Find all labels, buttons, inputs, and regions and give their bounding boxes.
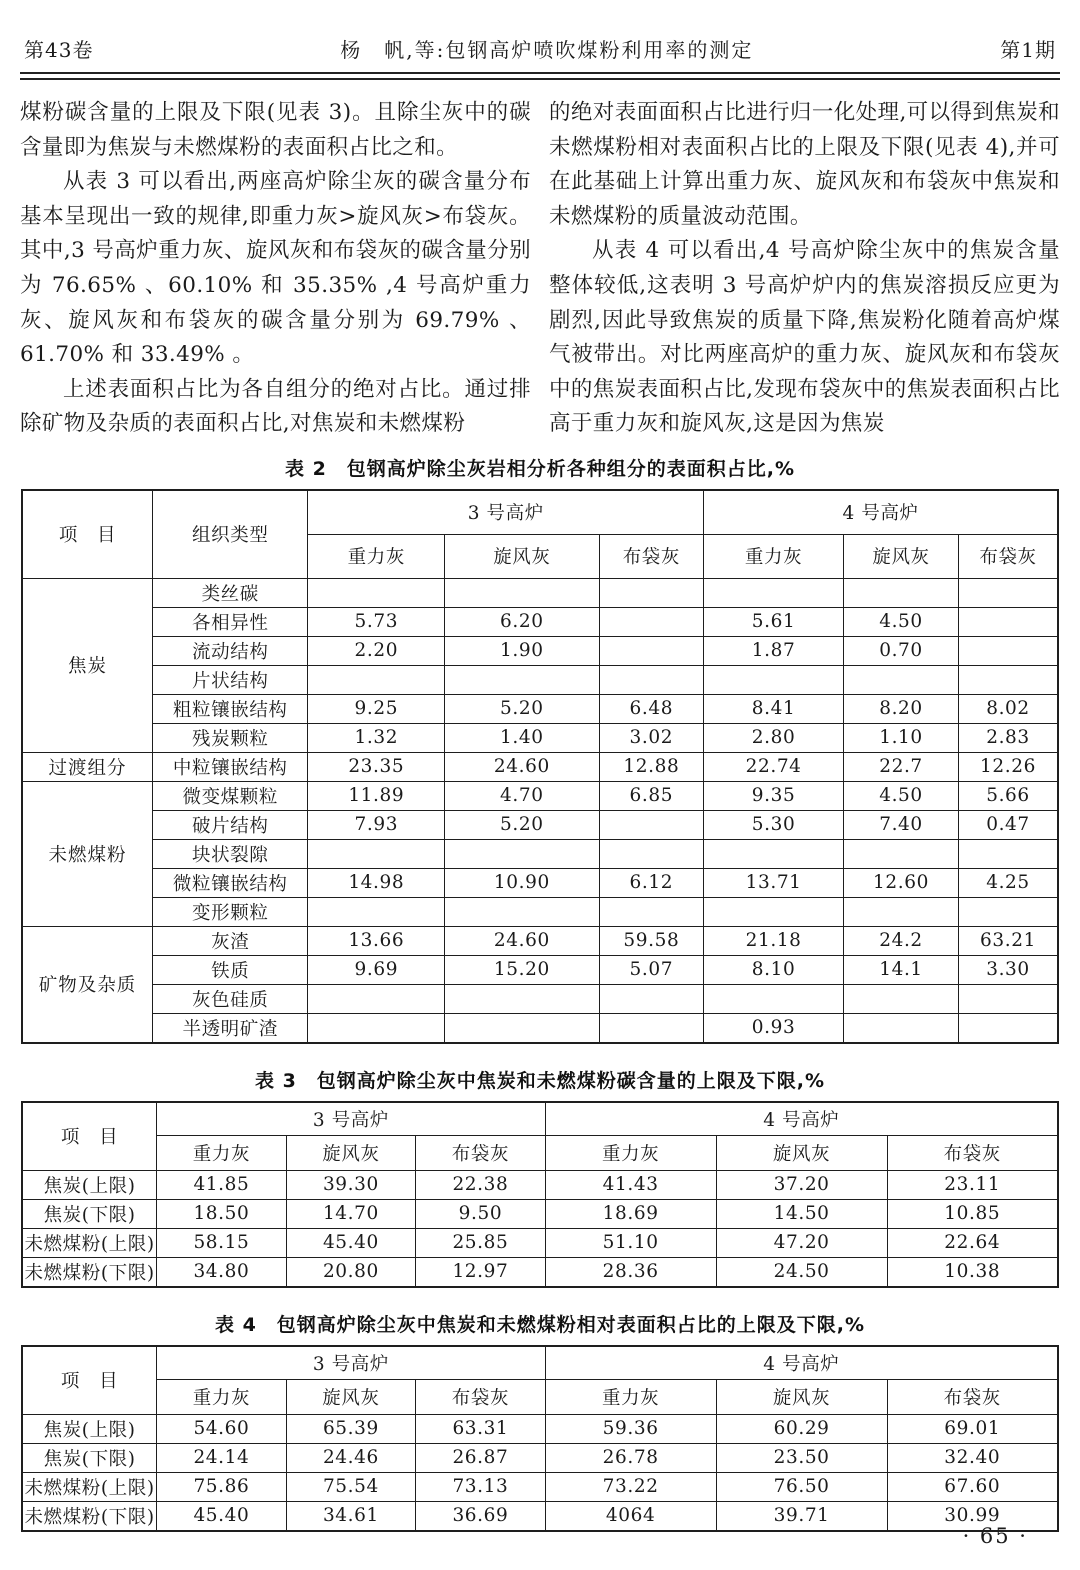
table-cell: 34.80 <box>157 1257 287 1287</box>
table-cell <box>445 839 599 868</box>
ash-type-header: 布袋灰 <box>887 1135 1058 1170</box>
table-cell: 23.11 <box>887 1170 1058 1199</box>
paragraph: 上述表面积占比为各自组分的绝对占比。通过排除矿物及杂质的表面积占比,对焦炭和未燃煤粉 <box>20 376 531 437</box>
row-label: 微粒镶嵌结构 <box>153 868 308 897</box>
table-cell: 5.66 <box>959 781 1059 810</box>
table-cell: 67.60 <box>887 1472 1058 1501</box>
table-4 <box>21 1345 1059 1532</box>
table-cell: 4.50 <box>844 607 959 636</box>
table-cell: 12.88 <box>599 752 704 781</box>
table-cell <box>959 607 1059 636</box>
issue-label: 第1期 <box>1000 38 1056 62</box>
table2 <box>20 489 1060 1044</box>
table-cell: 4.70 <box>445 781 599 810</box>
table-cell: 24.60 <box>445 752 599 781</box>
table-cell: 5.30 <box>704 810 844 839</box>
ash-type-header: 重力灰 <box>545 1379 716 1414</box>
table-cell: 39.71 <box>716 1501 887 1531</box>
row-group-label: 焦炭 <box>22 578 153 752</box>
table-cell: 22.7 <box>844 752 959 781</box>
table-cell <box>599 839 704 868</box>
table-cell: 1.10 <box>844 723 959 752</box>
table-cell <box>308 1013 445 1043</box>
table-cell <box>959 897 1059 926</box>
table-cell: 5.20 <box>445 810 599 839</box>
table-cell: 25.85 <box>416 1228 546 1257</box>
table-cell: 13.66 <box>308 926 445 955</box>
table-cell: 6.12 <box>599 868 704 897</box>
table-cell: 4.50 <box>844 781 959 810</box>
table-cell: 8.10 <box>704 955 844 984</box>
table-cell: 30.99 <box>887 1501 1058 1531</box>
table-cell <box>599 607 704 636</box>
table-cell <box>704 984 844 1013</box>
row-label: 块状裂隙 <box>153 839 308 868</box>
table-cell: 59.58 <box>599 926 704 955</box>
table-cell: 1.90 <box>445 636 599 665</box>
ash-type-header: 旋风灰 <box>286 1135 416 1170</box>
table-cell: 12.26 <box>959 752 1059 781</box>
table-cell <box>704 665 844 694</box>
table-cell <box>445 665 599 694</box>
row-label: 焦炭(上限) <box>22 1414 157 1443</box>
table-cell: 0.70 <box>844 636 959 665</box>
table-cell <box>599 984 704 1013</box>
table-cell <box>599 665 704 694</box>
table-cell: 2.80 <box>704 723 844 752</box>
table-cell: 9.35 <box>704 781 844 810</box>
table-cell: 20.80 <box>286 1257 416 1287</box>
table-cell: 11.89 <box>308 781 445 810</box>
table-cell: 8.02 <box>959 694 1059 723</box>
table-cell: 9.50 <box>416 1199 546 1228</box>
table-cell: 0.93 <box>704 1013 844 1043</box>
row-label: 类丝碳 <box>153 578 308 607</box>
table-cell <box>959 578 1059 607</box>
table-cell: 26.87 <box>416 1443 546 1472</box>
table-cell: 8.20 <box>844 694 959 723</box>
page-number: · 65 · <box>962 1524 1028 1548</box>
column-header: 组织类型 <box>153 490 308 579</box>
table-cell: 41.85 <box>157 1170 287 1199</box>
table-cell <box>445 1013 599 1043</box>
row-label: 半透明矿渣 <box>153 1013 308 1043</box>
ash-type-header: 重力灰 <box>545 1135 716 1170</box>
ash-type-header: 重力灰 <box>308 534 445 578</box>
ash-type-header: 重力灰 <box>157 1379 287 1414</box>
table-cell: 10.90 <box>445 868 599 897</box>
table-cell <box>599 636 704 665</box>
table3-section <box>20 1066 1060 1288</box>
table-cell: 1.40 <box>445 723 599 752</box>
table-cell: 63.31 <box>416 1414 546 1443</box>
furnace-group-header: 3 号高炉 <box>157 1346 546 1380</box>
row-label: 焦炭(上限) <box>22 1170 157 1199</box>
table-cell: 2.20 <box>308 636 445 665</box>
row-label: 流动结构 <box>153 636 308 665</box>
table-cell <box>445 897 599 926</box>
ash-type-header: 旋风灰 <box>286 1379 416 1414</box>
ash-type-header: 旋风灰 <box>844 534 959 578</box>
table-cell: 15.20 <box>445 955 599 984</box>
ash-type-header: 重力灰 <box>704 534 844 578</box>
table-cell: 59.36 <box>545 1414 716 1443</box>
table-cell: 1.87 <box>704 636 844 665</box>
table4-title: 表 4 包钢高炉除尘灰中焦炭和未燃煤粉相对表面积占比的上限及下限,% <box>214 1313 866 1336</box>
row-label: 焦炭(下限) <box>22 1199 157 1228</box>
ash-type-header: 布袋灰 <box>887 1379 1058 1414</box>
table-cell: 22.38 <box>416 1170 546 1199</box>
running-header <box>20 34 1060 72</box>
table-cell: 0.47 <box>959 810 1059 839</box>
furnace-group-header: 3 号高炉 <box>308 490 704 535</box>
row-label: 未燃煤粉(上限) <box>22 1228 157 1257</box>
left-column <box>20 96 531 442</box>
table-cell: 24.2 <box>844 926 959 955</box>
table-cell <box>844 839 959 868</box>
table-cell: 5.61 <box>704 607 844 636</box>
row-label: 铁质 <box>153 955 308 984</box>
table-cell: 14.1 <box>844 955 959 984</box>
ash-type-header: 重力灰 <box>157 1135 287 1170</box>
table-cell: 4.25 <box>959 868 1059 897</box>
table-cell <box>959 984 1059 1013</box>
table-cell: 12.97 <box>416 1257 546 1287</box>
table-cell: 7.40 <box>844 810 959 839</box>
row-label: 粗粒镶嵌结构 <box>153 694 308 723</box>
ash-type-header: 布袋灰 <box>416 1135 546 1170</box>
table-cell <box>704 839 844 868</box>
ash-type-header: 旋风灰 <box>445 534 599 578</box>
table-cell <box>959 839 1059 868</box>
row-label: 残炭颗粒 <box>153 723 308 752</box>
table-3 <box>21 1101 1059 1288</box>
table-cell <box>844 984 959 1013</box>
table-cell: 73.13 <box>416 1472 546 1501</box>
row-group-label: 矿物及杂质 <box>22 926 153 1043</box>
table-cell: 10.38 <box>887 1257 1058 1287</box>
table-cell: 10.85 <box>887 1199 1058 1228</box>
table-cell: 9.69 <box>308 955 445 984</box>
table-cell: 75.54 <box>286 1472 416 1501</box>
table-cell: 60.29 <box>716 1414 887 1443</box>
table-cell <box>599 1013 704 1043</box>
table-cell: 3.02 <box>599 723 704 752</box>
table-cell: 51.10 <box>545 1228 716 1257</box>
row-label: 微变煤颗粒 <box>153 781 308 810</box>
table-cell <box>844 1013 959 1043</box>
table-cell <box>308 897 445 926</box>
table4-section <box>20 1310 1060 1532</box>
table-cell <box>844 897 959 926</box>
table-cell: 22.74 <box>704 752 844 781</box>
table3-title: 表 3 包钢高炉除尘灰中焦炭和未燃煤粉碳含量的上限及下限,% <box>254 1069 826 1092</box>
table-cell: 9.25 <box>308 694 445 723</box>
table-cell: 7.93 <box>308 810 445 839</box>
table-cell: 1.32 <box>308 723 445 752</box>
table-cell: 65.39 <box>286 1414 416 1443</box>
table-cell <box>308 665 445 694</box>
table-cell: 5.07 <box>599 955 704 984</box>
ash-type-header: 布袋灰 <box>416 1379 546 1414</box>
table-cell: 5.20 <box>445 694 599 723</box>
table-cell <box>308 839 445 868</box>
table-cell <box>704 897 844 926</box>
row-label: 片状结构 <box>153 665 308 694</box>
table-cell <box>308 578 445 607</box>
table-cell: 73.22 <box>545 1472 716 1501</box>
volume-label: 第43卷 <box>24 38 94 62</box>
table-cell: 41.43 <box>545 1170 716 1199</box>
table-cell <box>844 578 959 607</box>
column-header: 项 目 <box>22 1102 157 1171</box>
table-cell: 58.15 <box>157 1228 287 1257</box>
furnace-group-header: 3 号高炉 <box>157 1102 546 1136</box>
table-cell: 36.69 <box>416 1501 546 1531</box>
table-cell: 28.36 <box>545 1257 716 1287</box>
table-cell: 3.30 <box>959 955 1059 984</box>
paragraph: 从表 3 可以看出,两座高炉除尘灰的碳含量分布基本呈现出一致的规律,即重力灰>旋风灰>布袋灰。其中,3 号高炉重力灰、旋风灰和布袋灰的碳含量分别为 76.65% 、60.10% 和 35.35% ,4 号高炉重力灰、旋风灰和布袋灰的碳含量分别为 69.79% 、61.70% 和 33.49% 。 <box>20 169 531 368</box>
table-cell: 39.30 <box>286 1170 416 1199</box>
table-cell: 8.41 <box>704 694 844 723</box>
ash-type-header: 布袋灰 <box>599 534 704 578</box>
column-header: 项 目 <box>22 490 153 579</box>
paragraph: 的绝对表面面积占比进行归一化处理,可以得到焦炭和未燃煤粉相对表面积占比的上限及下限(见表 4),并可在此基础上计算出重力灰、旋风灰和布袋灰中焦炭和未燃煤粉的质量波动范围。 <box>549 100 1060 229</box>
row-label: 焦炭(下限) <box>22 1443 157 1472</box>
table-cell: 24.14 <box>157 1443 287 1472</box>
table-cell: 24.46 <box>286 1443 416 1472</box>
row-label: 未燃煤粉(下限) <box>22 1501 157 1531</box>
table-cell: 6.20 <box>445 607 599 636</box>
row-label: 灰渣 <box>153 926 308 955</box>
table-cell: 6.85 <box>599 781 704 810</box>
row-label: 变形颗粒 <box>153 897 308 926</box>
table-cell <box>308 984 445 1013</box>
running-title: 杨 帆,等:包钢高炉喷吹煤粉利用率的测定 <box>340 38 754 62</box>
table-cell: 45.40 <box>286 1228 416 1257</box>
row-label: 破片结构 <box>153 810 308 839</box>
ash-type-header: 旋风灰 <box>716 1379 887 1414</box>
row-label: 各相异性 <box>153 607 308 636</box>
paragraph: 煤粉碳含量的上限及下限(见表 3)。且除尘灰中的碳含量即为焦炭与未燃煤粉的表面积占比之和。 <box>20 100 531 160</box>
paragraph: 从表 4 可以看出,4 号高炉除尘灰中的焦炭含量整体较低,这表明 3 号高炉炉内的焦炭溶损反应更为剧烈,因此导致焦炭的质量下降,焦炭粉化随着高炉煤气被带出。对比两座高炉的重力灰、旋风灰和布袋灰中的焦炭表面积占比,发现布袋灰中的焦炭表面积占比高于重力灰和旋风灰,这是因为焦炭 <box>549 238 1060 437</box>
table-cell: 13.71 <box>704 868 844 897</box>
table-cell: 18.69 <box>545 1199 716 1228</box>
table-cell: 14.70 <box>286 1199 416 1228</box>
table-cell: 75.86 <box>157 1472 287 1501</box>
table-cell: 63.21 <box>959 926 1059 955</box>
table-cell: 47.20 <box>716 1228 887 1257</box>
furnace-group-header: 4 号高炉 <box>545 1346 1058 1380</box>
table2-title: 表 2 包钢高炉除尘灰岩相分析各种组分的表面积占比,% <box>284 457 796 480</box>
table-cell: 24.60 <box>445 926 599 955</box>
table-cell: 23.35 <box>308 752 445 781</box>
row-label: 未燃煤粉(下限) <box>22 1257 157 1287</box>
header-rule <box>20 72 1060 80</box>
table-cell: 23.50 <box>716 1443 887 1472</box>
table-cell: 37.20 <box>716 1170 887 1199</box>
table-cell <box>599 810 704 839</box>
table3 <box>20 1101 1060 1288</box>
table-cell: 12.60 <box>844 868 959 897</box>
table-cell <box>844 665 959 694</box>
table-cell: 2.83 <box>959 723 1059 752</box>
table-cell <box>959 636 1059 665</box>
ash-type-header: 布袋灰 <box>959 534 1059 578</box>
row-label: 灰色硅质 <box>153 984 308 1013</box>
table-cell: 24.50 <box>716 1257 887 1287</box>
table-cell: 21.18 <box>704 926 844 955</box>
row-group-label: 过渡组分 <box>22 752 153 781</box>
table-cell <box>445 984 599 1013</box>
row-group-label: 未燃煤粉 <box>22 781 153 926</box>
row-label: 未燃煤粉(上限) <box>22 1472 157 1501</box>
furnace-group-header: 4 号高炉 <box>704 490 1058 535</box>
body-columns <box>20 96 1060 442</box>
row-label: 中粒镶嵌结构 <box>153 752 308 781</box>
table-cell: 45.40 <box>157 1501 287 1531</box>
table-cell: 22.64 <box>887 1228 1058 1257</box>
table-cell: 5.73 <box>308 607 445 636</box>
table-cell: 18.50 <box>157 1199 287 1228</box>
table-cell <box>959 665 1059 694</box>
ash-type-header: 旋风灰 <box>716 1135 887 1170</box>
column-header: 项 目 <box>22 1346 157 1415</box>
table-cell: 14.50 <box>716 1199 887 1228</box>
table-cell <box>599 578 704 607</box>
furnace-group-header: 4 号高炉 <box>545 1102 1058 1136</box>
table-cell <box>599 897 704 926</box>
table-cell: 76.50 <box>716 1472 887 1501</box>
right-column <box>549 96 1060 442</box>
table-cell: 54.60 <box>157 1414 287 1443</box>
table-cell <box>959 1013 1059 1043</box>
table-cell: 34.61 <box>286 1501 416 1531</box>
table-cell: 26.78 <box>545 1443 716 1472</box>
table-cell: 32.40 <box>887 1443 1058 1472</box>
table-cell: 6.48 <box>599 694 704 723</box>
table-cell <box>704 578 844 607</box>
table-cell: 4064 <box>545 1501 716 1531</box>
table-cell: 69.01 <box>887 1414 1058 1443</box>
table-cell: 14.98 <box>308 868 445 897</box>
table4 <box>20 1345 1060 1532</box>
table-2 <box>21 489 1059 1044</box>
table2-section <box>20 454 1060 1044</box>
table-cell <box>445 578 599 607</box>
